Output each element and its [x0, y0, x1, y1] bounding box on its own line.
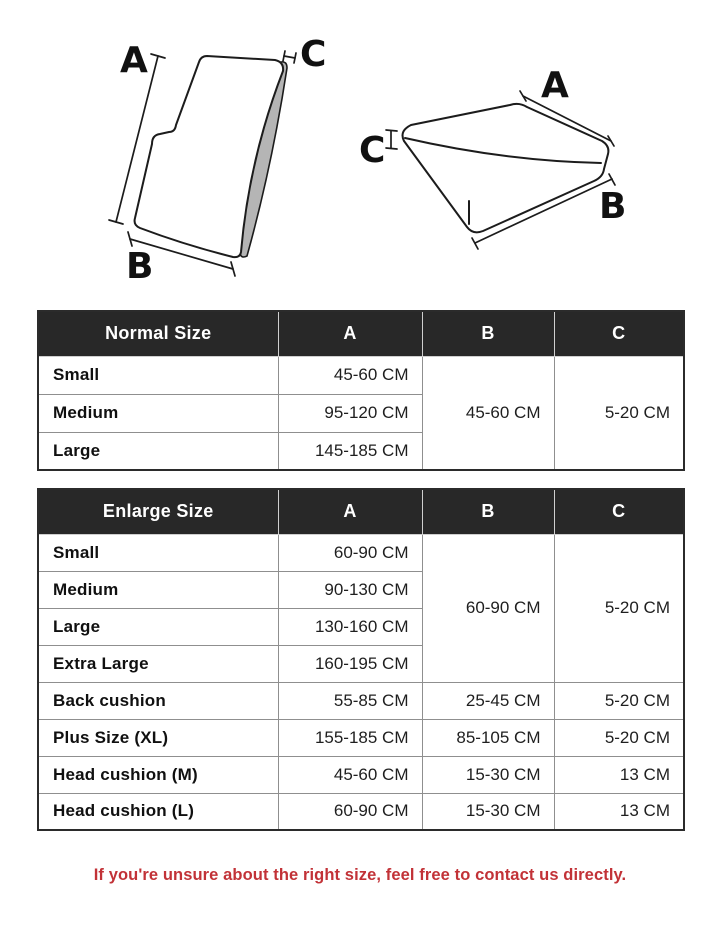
value-a: 130-160 CM [278, 608, 422, 645]
value-a: 60-90 CM [278, 534, 422, 571]
dim-line-c [284, 56, 295, 58]
table-title: Normal Size [38, 311, 278, 356]
dim-tick [520, 91, 526, 101]
dim-tick [283, 51, 285, 61]
table-row [38, 719, 684, 756]
dim-tick [608, 136, 614, 146]
value-b: 25-45 CM [422, 682, 554, 719]
value-a: 90-130 CM [278, 571, 422, 608]
table-row [38, 793, 684, 830]
value-a: 55-85 CM [278, 682, 422, 719]
back-cushion-diagram [95, 28, 335, 290]
size-label: Small [38, 534, 278, 571]
table-header-row [38, 489, 684, 534]
value-b: 15-30 CM [422, 756, 554, 793]
dim-label-c: C [300, 34, 327, 75]
column-header-c: C [554, 311, 684, 356]
size-label: Plus Size (XL) [38, 719, 278, 756]
table-row [38, 682, 684, 719]
seat-cushion-diagram [345, 65, 635, 265]
value-c: 13 CM [554, 793, 684, 830]
table-title: Enlarge Size [38, 489, 278, 534]
size-label: Head cushion (L) [38, 793, 278, 830]
table-row [38, 534, 684, 571]
value-c: 13 CM [554, 756, 684, 793]
dimension-c [359, 130, 397, 171]
dim-tick [386, 130, 397, 131]
size-label: Medium [38, 571, 278, 608]
merged-value-c: 5-20 CM [554, 356, 684, 470]
contact-note: If you're unsure about the right size, feel free to contact us directly. [93, 866, 627, 884]
enlarge-size-table [37, 488, 685, 831]
value-c: 5-20 CM [554, 719, 684, 756]
value-a: 95-120 CM [278, 394, 422, 432]
value-a: 155-185 CM [278, 719, 422, 756]
size-label: Head cushion (M) [38, 756, 278, 793]
normal-size-table [37, 310, 685, 471]
size-label: Medium [38, 394, 278, 432]
value-b: 85-105 CM [422, 719, 554, 756]
column-header-b: B [422, 489, 554, 534]
dim-label-b: B [126, 246, 154, 287]
table-row [38, 356, 684, 394]
column-header-b: B [422, 311, 554, 356]
dim-tick [294, 53, 296, 63]
size-label: Large [38, 608, 278, 645]
size-label: Extra Large [38, 645, 278, 682]
value-a: 45-60 CM [278, 356, 422, 394]
dim-label-b: B [599, 186, 627, 227]
table-row [38, 756, 684, 793]
column-header-a: A [278, 489, 422, 534]
dim-tick [386, 148, 397, 149]
dimension-c [283, 34, 326, 75]
value-c: 5-20 CM [554, 682, 684, 719]
size-label: Large [38, 432, 278, 470]
value-a: 60-90 CM [278, 793, 422, 830]
dim-label-c: C [359, 130, 386, 171]
value-a: 160-195 CM [278, 645, 422, 682]
value-a: 45-60 CM [278, 756, 422, 793]
column-header-c: C [554, 489, 684, 534]
merged-value-c: 5-20 CM [554, 534, 684, 682]
value-b: 15-30 CM [422, 793, 554, 830]
size-label: Small [38, 356, 278, 394]
merged-value-b: 45-60 CM [422, 356, 554, 470]
column-header-a: A [278, 311, 422, 356]
dim-label-a: A [541, 65, 569, 106]
dim-tick [472, 238, 478, 249]
dim-label-a: A [120, 40, 148, 81]
value-a: 145-185 CM [278, 432, 422, 470]
table-header-row [38, 311, 684, 356]
merged-value-b: 60-90 CM [422, 534, 554, 682]
size-label: Back cushion [38, 682, 278, 719]
